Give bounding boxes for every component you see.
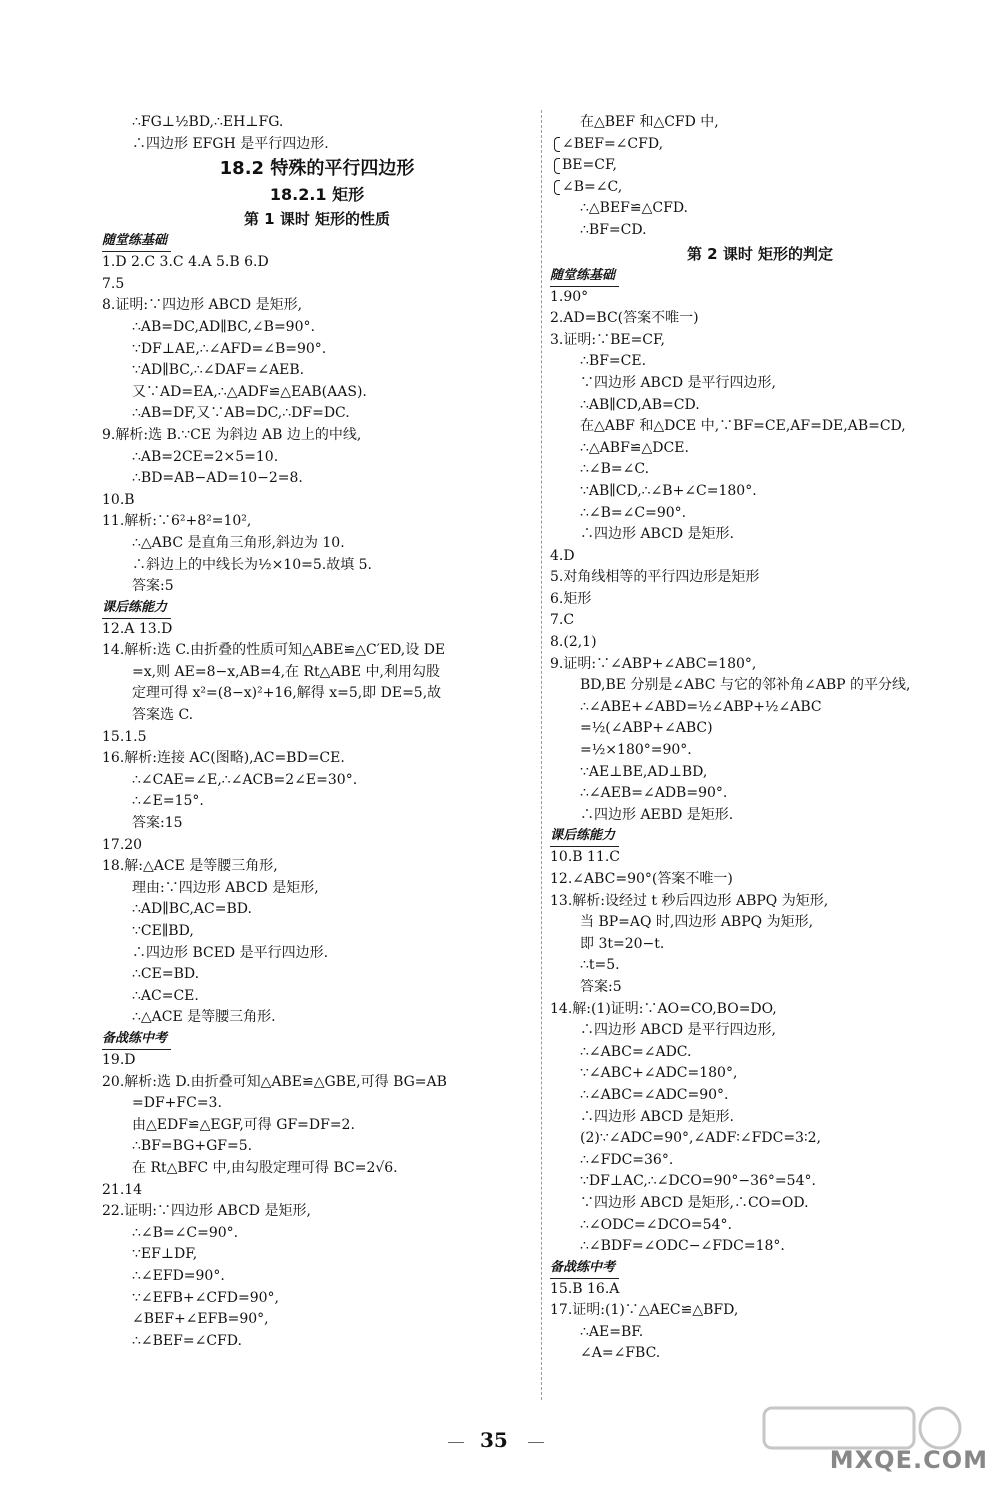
left-text-line: ∠BEF+∠EFB=90°,	[132, 1311, 269, 1328]
left-text-line: 9.解析:选 B.∵CE 为斜边 AB 边上的中线,	[102, 426, 362, 443]
right-text-line: 14.解:(1)证明:∵AO=CO,BO=DO,	[550, 1000, 777, 1017]
watermark-url: MXQE.COM	[829, 1446, 988, 1474]
left-text-line: =DF+FC=3.	[132, 1095, 222, 1112]
left-section-row	[102, 1029, 532, 1050]
section-tag: 备战练中考	[550, 1258, 619, 1279]
left-text-line: 20.解析:选 D.由折叠可知△ABE≌△GBE,可得 BG=AB	[102, 1073, 447, 1090]
right-text-line: 在△BEF 和△CFD 中,	[580, 114, 719, 130]
left-text-line: 21.14	[102, 1181, 143, 1198]
left-text-line: ∴四边形 BCED 是平行四边形.	[132, 944, 329, 961]
left-text-line: ∴AB=DF,又∵AB=DC,∴DF=DC.	[132, 405, 350, 422]
left-text-line: 10.B	[102, 491, 135, 508]
right-text-line: 8.(2,1)	[550, 634, 597, 651]
right-text-line: ∴四边形 ABCD 是平行四边形,	[580, 1022, 776, 1039]
right-text-line: ∴∠ABC=∠ADC=90°.	[580, 1086, 729, 1103]
right-text-line: 4.D	[550, 547, 575, 564]
left-text-line: 答案选 C.	[132, 707, 194, 724]
left-text-line: 由△EDF≌△EGF,可得 GF=DF=2.	[132, 1116, 355, 1133]
left-text-line: ∴∠B=∠C=90°.	[132, 1224, 239, 1241]
right-text-line: ∴BF=CE.	[580, 353, 647, 370]
right-text-line: ∠A=∠FBC.	[580, 1345, 661, 1362]
right-text-line: 答案:5	[580, 978, 622, 995]
left-text-line: ∴∠CAE=∠E,∴∠ACB=2∠E=30°.	[132, 771, 358, 788]
left-text-line: ∴△ABC 是直角三角形,斜边为 10.	[132, 534, 345, 551]
right-text-line: 9.证明:∵∠ABP+∠ABC=180°,	[550, 655, 757, 672]
right-text-line: ∴t=5.	[580, 957, 620, 974]
left-text-line: 16.解析:连接 AC(图略),AC=BD=CE.	[102, 750, 345, 767]
column-divider	[541, 110, 542, 1400]
left-text-line: 答案:5	[132, 578, 174, 595]
left-text-line: ∴BF=BG+GF=5.	[132, 1138, 253, 1155]
left-text-line: 11.解析:∵6²+8²=10²,	[102, 513, 252, 530]
right-text-line: ∵四边形 ABCD 是平行四边形,	[580, 374, 776, 391]
right-text-line: ∴四边形 AEBD 是矩形.	[580, 806, 734, 823]
left-text-line: ∵AD∥BC,∴∠DAF=∠AEB.	[132, 362, 305, 379]
right-text-line: ∴∠ABC=∠ADC.	[580, 1043, 692, 1060]
left-section-row	[102, 231, 532, 252]
right-text-line: ∴∠FDC=36°.	[580, 1151, 674, 1168]
right-text-line: ∠BEF=∠CFD,	[550, 134, 970, 156]
right-text-line: ∴BF=CD.	[580, 221, 647, 238]
section-tag: 备战练中考	[102, 1029, 171, 1050]
left-text-line: ∵CE∥BD,	[132, 923, 194, 939]
left-text-line: 18.解:△ACE 是等腰三角形,	[102, 858, 278, 875]
left-section-row	[102, 598, 532, 619]
right-text-line: 1.90°	[550, 288, 589, 305]
page-number-dash-right	[528, 1442, 544, 1443]
left-text-line: ∴∠EFD=90°.	[132, 1267, 225, 1284]
right-text-line: 17.证明:(1)∵△AEC≌△BFD,	[550, 1302, 739, 1319]
right-text-line: ∵AE⊥BE,AD⊥BD,	[580, 763, 708, 780]
section-heading: 第 1 课时 矩形的性质	[243, 210, 391, 229]
right-text-line: ∴AE=BF.	[580, 1323, 644, 1340]
left-text-line: ∴AB=2CE=2×5=10.	[132, 448, 279, 465]
left-text-line: 8.证明:∵四边形 ABCD 是矩形,	[102, 297, 303, 314]
left-text-line: 7.5	[102, 275, 125, 292]
right-text-line: ∵四边形 ABCD 是矩形,∴CO=OD.	[580, 1194, 809, 1211]
right-text-line: ∴∠B=∠C.	[580, 461, 650, 478]
right-text-line: ∵AB∥CD,∴∠B+∠C=180°.	[580, 482, 757, 499]
left-text-line: 理由:∵四边形 ABCD 是矩形,	[132, 879, 319, 896]
right-text-line: 3.证明:∵BE=CF,	[550, 331, 666, 348]
section-tag: 课后练能力	[550, 826, 619, 847]
right-text-line: BE=CF,	[550, 155, 970, 177]
left-text-line: ∴四边形 EFGH 是平行四边形.	[132, 135, 329, 152]
right-text-line: 即 3t=20−t.	[580, 935, 665, 952]
right-section-row	[550, 1258, 970, 1279]
right-text-line: ∴四边形 ABCD 是矩形.	[580, 1108, 734, 1125]
left-text-line: ∴∠BEF=∠CFD.	[132, 1332, 242, 1349]
right-section-row	[550, 266, 970, 287]
left-text-line: ∵DF⊥AE,∴∠AFD=∠B=90°.	[132, 340, 327, 357]
right-text-line: =½(∠ABP+∠ABC)	[580, 720, 713, 737]
right-text-line: =½×180°=90°.	[580, 742, 692, 759]
left-text-line: ∴AD∥BC,AC=BD.	[132, 901, 252, 918]
left-text-line: 答案:15	[132, 815, 183, 832]
right-text-line: 2.AD=BC(答案不唯一)	[550, 310, 699, 327]
right-text-line: BD,BE 分别是∠ABC 与它的邻补角∠ABP 的平分线,	[580, 677, 911, 694]
section-tag: 随堂练基础	[102, 231, 171, 252]
left-text-line: ∴FG⊥⁡½BD,∴EH⊥FG.	[132, 114, 284, 130]
left-text-line: ∴CE=BD.	[132, 966, 200, 983]
right-column	[550, 112, 970, 1365]
section-heading: 第 2 课时 矩形的判定	[686, 244, 834, 263]
section-heading: 18.2.1 矩形	[269, 185, 365, 205]
left-text-line: 22.证明:∵四边形 ABCD 是矩形,	[102, 1203, 311, 1220]
section-tag: 课后练能力	[102, 598, 171, 619]
left-text-line: ∴∠E=15°.	[132, 793, 204, 810]
left-text-line: ∴AB=DC,AD∥BC,∠B=90°.	[132, 318, 315, 335]
right-text-line: ∴∠AEB=∠ADB=90°.	[580, 785, 728, 802]
right-text-line: ∴△ABF≌△DCE.	[580, 439, 689, 456]
section-tag: 随堂练基础	[550, 266, 619, 287]
right-text-line: 在△ABF 和△DCE 中,∵BF=CE,AF=DE,AB=CD,	[580, 418, 906, 435]
right-text-line: (2)∵∠ADC=90°,∠ADF∶∠FDC=3∶2,	[580, 1130, 821, 1147]
right-text-line: ∠B=∠C,	[550, 177, 970, 199]
left-text-line: 1.D 2.C 3.C 4.A 5.B 6.D	[102, 254, 269, 271]
right-text-line: 10.B 11.C	[550, 849, 620, 866]
right-text-line: 当 BP=AQ 时,四边形 ABPQ 为矩形,	[580, 914, 814, 931]
left-text-line: 19.D	[102, 1051, 136, 1068]
left-text-line: ∵∠EFB+∠CFD=90°,	[132, 1289, 279, 1306]
right-text-line: 7.C	[550, 612, 575, 629]
section-heading: 18.2 特殊的平行四边形	[219, 158, 415, 180]
right-text-line: 15.B 16.A	[550, 1280, 620, 1297]
left-text-line: 又∵AD=EA,∴△ADF≌△EAB(AAS).	[132, 383, 367, 400]
right-text-line: ∴AB∥CD,AB=CD.	[580, 396, 700, 413]
left-column	[102, 112, 532, 1352]
left-text-line: ∴△ACE 是等腰三角形.	[132, 1009, 276, 1026]
right-text-line: 5.对角线相等的平行四边形是矩形	[550, 569, 760, 586]
left-text-line: 定理可得 x²=(8−x)²+16,解得 x=5,即 DE=5,故	[132, 685, 442, 702]
left-text-line: ∵EF⊥DF,	[132, 1246, 198, 1263]
left-text-line: ∴BD=AB−AD=10−2=8.	[132, 470, 303, 487]
right-section-row	[550, 826, 970, 847]
left-text-line: 17.20	[102, 836, 143, 853]
right-text-line: ∴∠ODC=∠DCO=54°.	[580, 1216, 732, 1233]
right-text-line: ∴△BEF≌△CFD.	[580, 200, 688, 217]
left-text-line: 在 Rt△BFC 中,由勾股定理可得 BC=2√6.	[132, 1159, 398, 1176]
page-number-dash-left	[448, 1442, 464, 1443]
right-text-line: ∴∠ABE+∠ABD=½∠ABP+½∠ABC	[580, 698, 822, 715]
right-text-line: 6.矩形	[550, 590, 592, 607]
right-text-line: ∴∠BDF=∠ODC−∠FDC=18°.	[580, 1238, 785, 1255]
left-text-line: 12.A 13.D	[102, 620, 173, 637]
right-text-line: ∵∠ABC+∠ADC=180°,	[580, 1065, 738, 1082]
left-text-line: 14.解析:选 C.由折叠的性质可知△ABE≌△C′ED,设 DE	[102, 642, 446, 659]
left-text-line: 15.1.5	[102, 728, 147, 745]
left-text-line: =x,则 AE=8−x,AB=4,在 Rt△ABE 中,利用勾股	[132, 663, 440, 680]
right-text-line: 13.解析:设经过 t 秒后四边形 ABPQ 为矩形,	[550, 892, 829, 909]
page-number: 35	[480, 1428, 508, 1452]
right-text-line: ∴四边形 ABCD 是矩形.	[580, 526, 734, 543]
left-text-line: ∴AC=CE.	[132, 987, 199, 1004]
right-text-line: 12.∠ABC=90°(答案不唯一)	[550, 871, 733, 887]
right-text-line: ∴∠B=∠C=90°.	[580, 504, 687, 521]
left-text-line: ∴斜边上的中线长为½×10=5.故填 5.	[132, 556, 373, 573]
right-text-line: ∵DF⊥AC,∴∠DCO=90°−36°=54°.	[580, 1173, 816, 1190]
